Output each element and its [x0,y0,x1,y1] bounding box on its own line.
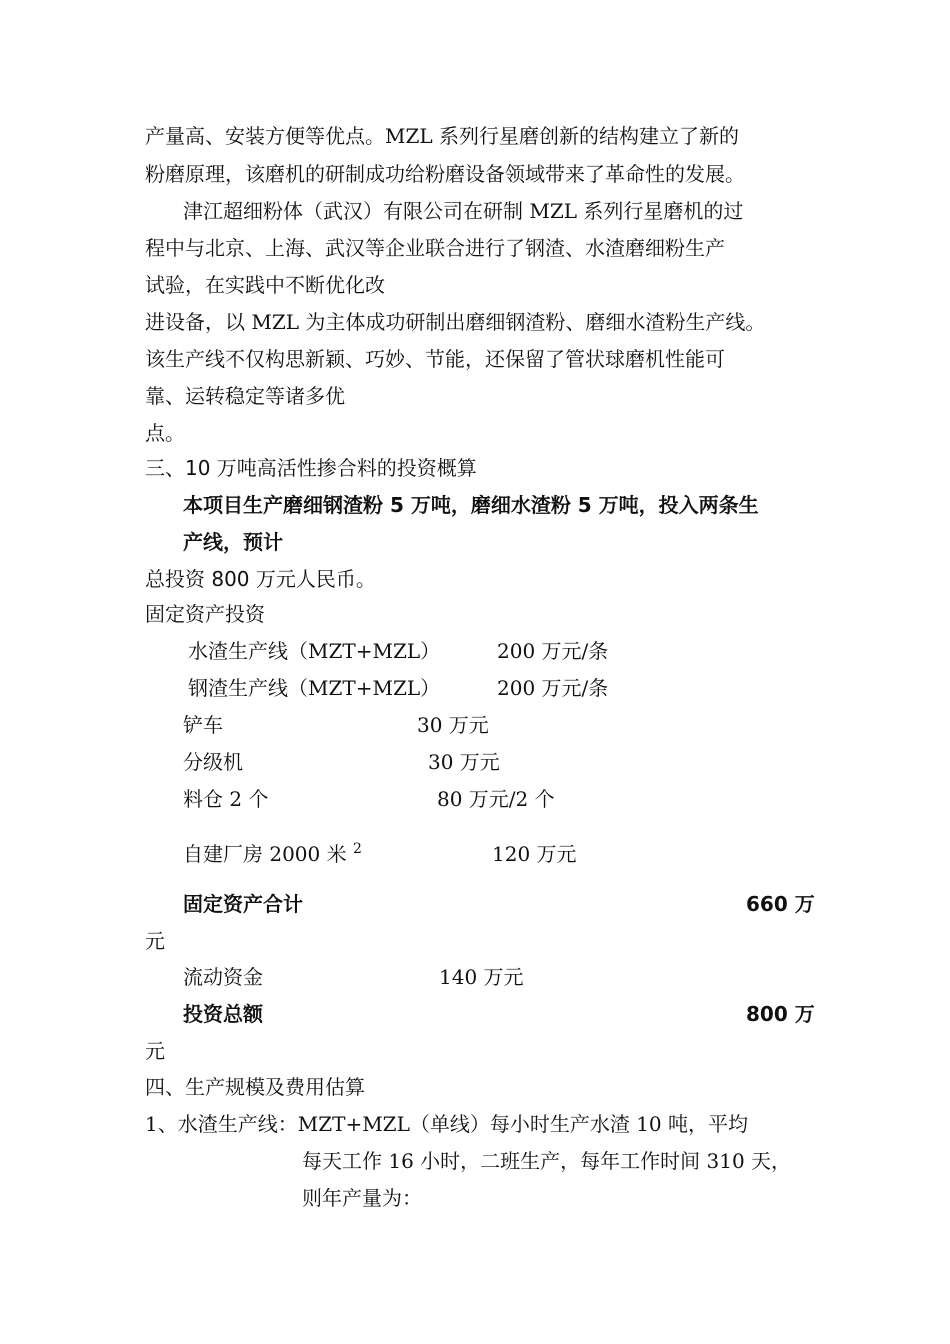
company-line-1: 津江超细粉体（武汉）有限公司在研制 MZL 系列行星磨机的过 [183,199,744,223]
company-line-2: 程中与北京、上海、武汉等企业联合进行了钢渣、水渣磨细粉生产 [145,236,725,260]
item-value: 120 万元 [492,842,577,866]
section-4-item-1-line-2: 每天工作 16 小时，二班生产，每年工作时间 310 天， [302,1149,792,1173]
working-capital-value: 140 万元 [439,965,524,989]
company-line-3: 试验，在实践中不断优化改 [145,273,385,297]
item-name: 钢渣生产线（MZT+MZL） [188,676,441,700]
item-name: 水渣生产线（MZT+MZL） [188,639,441,663]
section-3-para-line-1: 本项目生产磨细钢渣粉 5 万吨，磨细水渣粉 5 万吨，投入两条生 [183,493,759,517]
fixed-total-value: 660 万 [746,892,815,916]
item-value: 80 万元/2 个 [437,787,555,811]
item-value: 30 万元 [428,750,500,774]
fixed-assets-heading: 固定资产投资 [145,602,265,626]
working-capital-label: 流动资金 [183,965,263,989]
item-value: 200 万元/条 [497,676,609,700]
intro-line-2: 粉磨原理，该磨机的研制成功给粉磨设备领域带来了革命性的发展。 [145,162,745,186]
superscript: 2 [352,841,362,857]
company-line-6: 靠、运转稳定等诸多优 [145,384,345,408]
grand-total-unit: 元 [145,1039,165,1063]
fixed-total-label: 固定资产合计 [183,892,303,916]
section-4-item-1-line-3: 则年产量为： [302,1186,422,1210]
item-value: 30 万元 [417,713,489,737]
item-name: 料仓 2 个 [183,787,269,811]
section-3-heading: 三、10 万吨高活性掺合料的投资概算 [145,456,477,480]
item-name-text: 自建厂房 2000 米 [183,842,347,866]
section-3-para-line-2: 产线，预计 [183,530,283,554]
item-name [183,841,362,866]
item-name: 分级机 [183,750,243,774]
company-line-4: 进设备，以 MZL 为主体成功研制出磨细钢渣粉、磨细水渣粉生产线。 [145,310,766,334]
intro-line-1: 产量高、安装方便等优点。MZL 系列行星磨创新的结构建立了新的 [145,124,740,148]
section-4-item-1-line-1: 1、水渣生产线：MZT+MZL（单线）每小时生产水渣 10 吨，平均 [145,1112,749,1136]
grand-total-value: 800 万 [746,1002,815,1026]
item-value: 200 万元/条 [497,639,609,663]
section-4-heading: 四、生产规模及费用估算 [145,1075,365,1099]
item-name: 铲车 [183,713,223,737]
grand-total-label: 投资总额 [183,1002,263,1026]
fixed-total-unit: 元 [145,929,165,953]
section-3-para-line-3: 总投资 800 万元人民币。 [145,567,376,591]
company-line-7: 点。 [145,421,185,445]
company-line-5: 该生产线不仅构思新颖、巧妙、节能，还保留了管状球磨机性能可 [145,347,725,371]
